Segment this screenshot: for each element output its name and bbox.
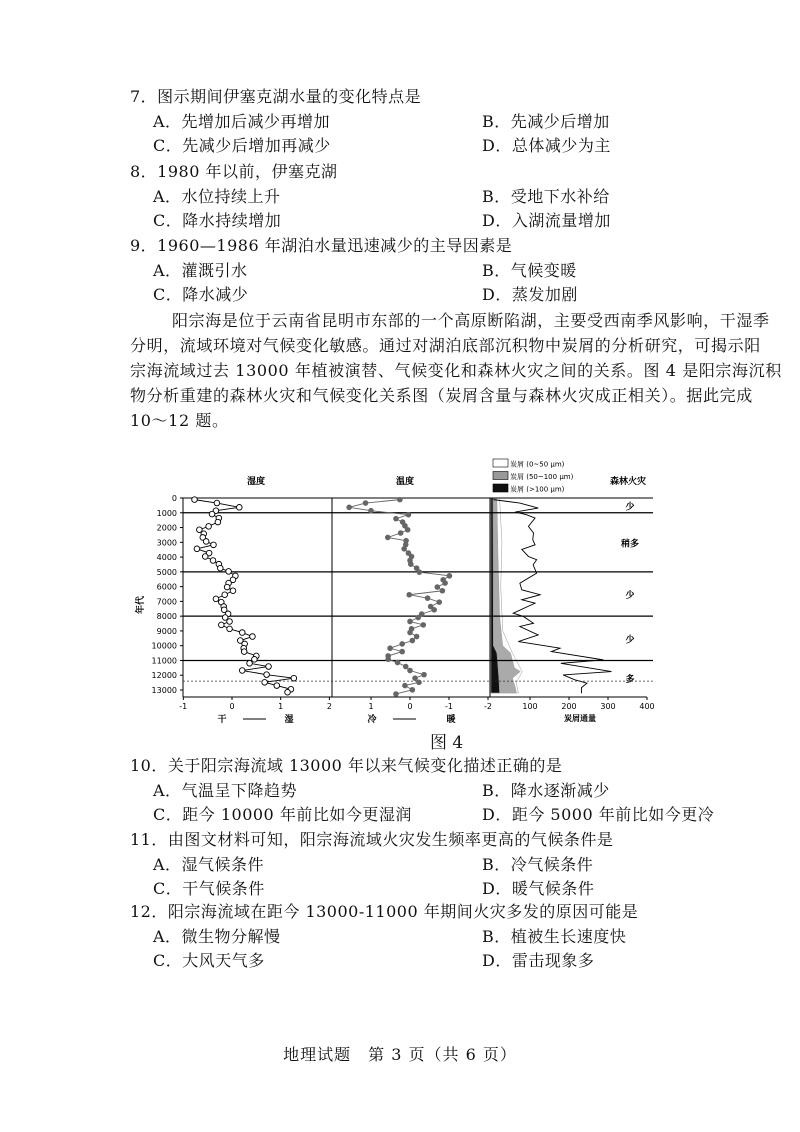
temperature-point [442, 580, 448, 586]
answer-option: A．湿气候条件 [153, 854, 265, 874]
temperature-point [425, 595, 431, 601]
temperature-point [417, 569, 423, 575]
fire-frequency-label: 多 [625, 675, 635, 686]
temperature-point [406, 512, 412, 518]
x-label-warm: 暖 [446, 715, 456, 725]
passage-line: 分明，流域环境对气候变化敏感。通过对湖泊底部沉积物中炭屑的分析研究，可揭示阳 [130, 336, 761, 355]
answer-option: A．先增加后减少再增加 [153, 111, 331, 131]
y-tick-label: 1000 [156, 508, 177, 518]
humidity-point [264, 672, 270, 678]
humidity-point [209, 511, 215, 517]
x-label-wet: 湿 [284, 715, 294, 725]
temperature-point [420, 622, 426, 628]
humidity-point [215, 519, 221, 525]
answer-option: C．干气候条件 [153, 879, 265, 899]
humidity-point [241, 649, 247, 655]
answer-option: A．水位持续上升 [153, 186, 281, 206]
y-tick-label: 0 [171, 494, 177, 503]
temperature-point [408, 561, 414, 567]
x-tick-label: 200 [561, 702, 577, 711]
temperature-point [393, 691, 399, 697]
humidity-point [224, 584, 230, 590]
y-tick-label: 12000 [151, 671, 177, 681]
answer-option: B．植被生长速度快 [482, 926, 627, 946]
answer-option: A．灌溉引水 [153, 260, 248, 280]
x-tick-label: 100 [522, 702, 538, 711]
answer-option: D．总体减少为主 [482, 136, 611, 156]
y-tick-label: 6000 [156, 582, 177, 592]
temperature-point [397, 497, 403, 503]
humidity-point [192, 497, 198, 503]
answer-option: D．暖气候条件 [482, 879, 595, 899]
y-tick-label: 4000 [156, 553, 177, 563]
humidity-point [202, 554, 208, 560]
temperature-point [407, 668, 413, 674]
x-tick-label: 1 [278, 702, 284, 711]
temperature-point [407, 619, 413, 625]
passage-line: 阳宗海是位于云南省昆明市东部的一个高原断陷湖，主要受西南季风影响，干湿季 [172, 311, 770, 330]
answer-option: D．雷击现象多 [482, 951, 595, 971]
answer-option: C．降水减少 [153, 285, 249, 305]
temperature-point [412, 675, 418, 681]
x-tick-label: -1 [179, 702, 188, 711]
y-tick-label: 9000 [156, 626, 177, 636]
temperature-point [415, 615, 421, 621]
temperature-point [398, 530, 404, 536]
answer-option: D．入湖流量增加 [482, 211, 611, 231]
temperature-point [405, 527, 411, 533]
y-tick-label: 2000 [156, 523, 177, 533]
x-tick-label: -2 [484, 702, 492, 711]
page-footer: 地理试题 第 3 页（共 6 页） [283, 1045, 517, 1064]
x-tick-label: 0 [407, 702, 413, 711]
temperature-point [431, 607, 437, 613]
temperature-point [407, 630, 413, 636]
temperature-point [440, 588, 446, 594]
panel-title-forest-fire: 森林火灾 [609, 477, 647, 487]
figure-caption: 图 4 [430, 733, 464, 753]
humidity-point [230, 588, 236, 594]
temperature-point [406, 592, 412, 598]
temperature-point [403, 664, 409, 670]
legend-label: 炭屑 (50~100 μm) [510, 473, 574, 481]
temperature-point [363, 500, 369, 506]
x-label-cold: 冷 [367, 715, 377, 725]
answer-option: A．气温呈下降趋势 [153, 780, 298, 800]
answer-option: B．受地下水补给 [482, 186, 610, 206]
answer-option: C．距今 10000 年前比如今更湿润 [153, 805, 412, 825]
panel-title-temperature: 温度 [395, 477, 415, 487]
temperature-point [368, 508, 374, 514]
panel-title-humidity: 湿度 [246, 477, 266, 487]
temperature-point [385, 656, 391, 662]
y-tick-label: 8000 [156, 612, 177, 622]
temperature-point [393, 516, 399, 522]
humidity-point [237, 505, 243, 511]
question-stem: 12．阳宗海流域在距今 13000-11000 年期间火灾多发的原因可能是 [130, 902, 639, 921]
humidity-point [218, 622, 224, 628]
answer-option: C．先减少后增加再减少 [153, 136, 331, 156]
question-stem: 9．1960—1986 年湖泊水量迅速减少的主导因素是 [130, 236, 513, 255]
humidity-point [203, 539, 209, 545]
legend-swatch [493, 459, 508, 467]
question-stem: 8．1980 年以前，伊塞克湖 [130, 162, 338, 181]
legend-swatch [493, 484, 508, 492]
temperature-point [401, 546, 407, 552]
temperature-point [414, 634, 420, 640]
x-tick-label: 300 [600, 702, 616, 711]
legend-swatch [493, 472, 508, 480]
y-axis-label: 年代 [136, 595, 146, 615]
temperature-point [421, 672, 427, 678]
humidity-point [247, 660, 253, 666]
passage-line: 10～12 题。 [130, 411, 229, 430]
humidity-point [213, 596, 219, 602]
y-tick-label: 13000 [151, 686, 177, 696]
answer-option: D．距今 5000 年前比如今更冷 [482, 805, 715, 825]
humidity-point [218, 565, 224, 571]
humidity-point [239, 630, 245, 636]
temperature-point [395, 660, 401, 666]
answer-option: D．蒸发加剧 [482, 285, 578, 305]
fire-frequency-label: 稍多 [620, 539, 640, 550]
humidity-point [222, 592, 228, 598]
temperature-line [349, 500, 449, 694]
x-tick-label: -1 [445, 702, 453, 711]
answer-option: B．先减少后增加 [482, 111, 610, 131]
answer-option: B．气候变暖 [482, 260, 577, 280]
figure-4-chart [130, 450, 660, 730]
temperature-point [436, 599, 442, 605]
passage-line: 物分析重建的森林火灾和气候变化关系图（炭屑含量与森林火灾成正相关）。据此完成 [130, 386, 753, 405]
legend-label: 炭屑 (0~50 μm) [510, 460, 565, 469]
x-tick-label: 2 [326, 702, 332, 711]
humidity-point [291, 675, 297, 681]
temperature-point [402, 683, 408, 689]
question-stem: 11．由图文材料可知，阳宗海流域火灾发生频率更高的气候条件是 [130, 830, 614, 849]
x-label-charcoal-flux: 炭屑通量 [564, 714, 596, 723]
humidity-point [211, 542, 217, 548]
temperature-point [385, 535, 391, 541]
answer-option: B．降水逐渐减少 [482, 780, 610, 800]
temperature-point [387, 645, 393, 651]
temperature-point [346, 505, 352, 511]
humidity-point [262, 680, 268, 686]
humidity-point [266, 664, 272, 670]
y-tick-label: 3000 [156, 538, 177, 548]
y-tick-label: 7000 [156, 597, 177, 607]
answer-option: C．降水持续增加 [153, 211, 282, 231]
temperature-point [399, 641, 405, 647]
temperature-point [410, 638, 416, 644]
humidity-point [250, 634, 256, 640]
y-tick-label: 10000 [151, 641, 177, 651]
x-tick-label: 0 [229, 702, 235, 711]
humidity-point [274, 683, 280, 689]
temperature-point [435, 584, 441, 590]
humidity-point [226, 569, 232, 575]
question-stem: 7．图示期间伊塞克湖水量的变化特点是 [130, 87, 422, 106]
temperature-point [447, 573, 453, 579]
humidity-point [252, 656, 258, 662]
y-tick-label: 11000 [151, 656, 177, 666]
x-tick-label: 1 [368, 702, 374, 711]
humidity-point [285, 689, 291, 695]
answer-option: B．冷气候条件 [482, 854, 594, 874]
temperature-point [416, 680, 422, 686]
humidity-point [227, 619, 233, 625]
humidity-point [194, 546, 200, 552]
y-tick-label: 5000 [156, 567, 177, 577]
fire-frequency-label: 少 [625, 591, 635, 602]
answer-option: A．微生物分解慢 [153, 926, 281, 946]
answer-option: C．大风天气多 [153, 951, 265, 971]
x-tick-label: 400 [639, 702, 655, 711]
fire-frequency-label: 少 [625, 502, 635, 513]
passage-line: 宗海流域过去 13000 年植被演替、气候变化和森林火灾之间的关系。图 4 是阳宗海沉积 [130, 361, 782, 380]
question-stem: 10．关于阳宗海流域 13000 年以来气候变化描述正确的是 [130, 756, 563, 775]
x-label-dry: 干 [217, 715, 227, 725]
humidity-point [239, 668, 245, 674]
humidity-point [210, 558, 216, 564]
legend-label: 炭屑 (>100 μm) [510, 485, 565, 494]
humidity-point [206, 524, 212, 530]
temperature-point [410, 687, 416, 693]
humidity-point [214, 500, 220, 506]
humidity-point [227, 626, 233, 632]
temperature-point [399, 649, 405, 655]
fire-frequency-label: 少 [625, 635, 635, 646]
